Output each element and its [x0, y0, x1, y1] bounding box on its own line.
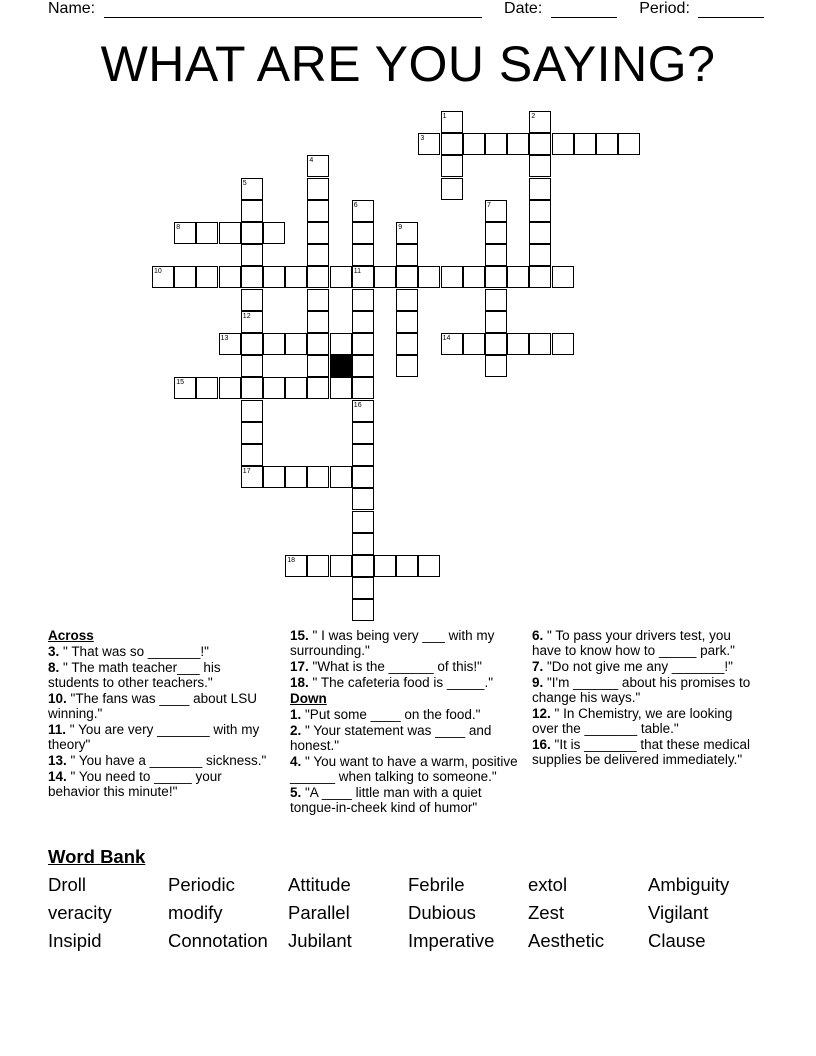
- crossword-cell[interactable]: [241, 200, 263, 222]
- crossword-cell[interactable]: [219, 222, 241, 244]
- crossword-cell[interactable]: [285, 466, 307, 488]
- clue-text: " That was so _______!": [59, 644, 209, 659]
- clue-number: 16.: [532, 737, 551, 752]
- name-label: Name:: [48, 0, 96, 17]
- clues-column-1: [48, 628, 273, 800]
- clue-number: 6.: [532, 628, 544, 643]
- crossword-cell[interactable]: [307, 200, 329, 222]
- crossword-cell[interactable]: [263, 333, 285, 355]
- crossword-cell[interactable]: [307, 289, 329, 311]
- clue-number: 7.: [532, 659, 544, 674]
- crossword-cell[interactable]: [507, 266, 529, 288]
- clue-text: " To pass your drivers test, you have to know how to _____ park.": [532, 628, 735, 658]
- crossword-cell[interactable]: [241, 311, 263, 333]
- crossword-cell[interactable]: [396, 289, 418, 311]
- crossword-cell[interactable]: [352, 377, 374, 399]
- crossword-cell[interactable]: [352, 488, 374, 510]
- clue-text: " You have a _______ sickness.": [66, 753, 267, 768]
- clue-item: [532, 706, 756, 736]
- crossword-cell[interactable]: [441, 111, 463, 133]
- crossword-cell[interactable]: [241, 222, 263, 244]
- crossword-cell[interactable]: [352, 511, 374, 533]
- clue-text: "A ____ little man with a quiet tongue-in-cheek kind of humor": [290, 785, 482, 815]
- crossword-cell[interactable]: [352, 466, 374, 488]
- crossword-cell[interactable]: [485, 289, 507, 311]
- clue-item: [532, 675, 756, 705]
- clue-item: [48, 753, 273, 768]
- word-bank-word: Periodic: [168, 874, 235, 895]
- crossword-cell[interactable]: [396, 311, 418, 333]
- clue-number: 2.: [290, 723, 302, 738]
- clue-number: 17: [242, 468, 251, 476]
- crossword-cell[interactable]: [307, 222, 329, 244]
- clue-text: "Put some ____ on the food.": [301, 707, 481, 722]
- crossword-cell[interactable]: [307, 244, 329, 266]
- crossword-cell[interactable]: [241, 266, 263, 288]
- clue-number: 15.: [290, 628, 309, 643]
- crossword-cell[interactable]: [485, 222, 507, 244]
- word-bank-word: Febrile: [408, 874, 465, 895]
- crossword-cell[interactable]: [552, 266, 574, 288]
- clue-item: [532, 659, 756, 674]
- clue-text: " The cafeteria food is _____.": [308, 675, 493, 690]
- word-bank-word: modify: [168, 902, 223, 923]
- crossword-cell[interactable]: [174, 377, 196, 399]
- word-bank-word: Imperative: [408, 930, 495, 951]
- word-bank-word: Jubilant: [288, 930, 352, 951]
- clue-number: 3.: [48, 644, 60, 659]
- crossword-cell[interactable]: [330, 466, 352, 488]
- crossword-cell[interactable]: [441, 133, 463, 155]
- clue-item: [48, 691, 273, 721]
- crossword-cell[interactable]: [330, 333, 352, 355]
- crossword-cell[interactable]: [352, 599, 374, 621]
- clue-number: 18.: [290, 675, 309, 690]
- crossword-cell[interactable]: [285, 333, 307, 355]
- crossword-cell[interactable]: [352, 533, 374, 555]
- page-title: WHAT ARE YOU SAYING?: [100, 36, 716, 92]
- crossword-cell[interactable]: [529, 266, 551, 288]
- crossword-cell[interactable]: [396, 266, 418, 288]
- clue-text: " You want to have a warm, positive ______ when talking to someone.": [290, 754, 518, 784]
- word-bank-word: Clause: [648, 930, 706, 951]
- clue-number: 1: [442, 113, 447, 120]
- crossword-cell[interactable]: [441, 178, 463, 200]
- crossword-cell[interactable]: [396, 355, 418, 377]
- clue-number: 12.: [532, 706, 551, 721]
- crossword-cell[interactable]: [463, 133, 485, 155]
- crossword-cell[interactable]: [352, 311, 374, 333]
- crossword-cell[interactable]: [196, 222, 218, 244]
- crossword-cell[interactable]: [352, 266, 374, 288]
- crossword-cell[interactable]: [529, 133, 551, 155]
- word-bank-word: Ambiguity: [648, 874, 730, 895]
- crossword-cell[interactable]: [307, 178, 329, 200]
- crossword-cell[interactable]: [241, 333, 263, 355]
- crossword-cell[interactable]: [241, 377, 263, 399]
- crossword-cell[interactable]: [352, 200, 374, 222]
- crossword-cell[interactable]: [552, 133, 574, 155]
- clue-item: [48, 644, 273, 659]
- crossword-cell[interactable]: [352, 400, 374, 422]
- crossword-cell[interactable]: [174, 266, 196, 288]
- crossword-cell[interactable]: [529, 200, 551, 222]
- crossword-cell[interactable]: [152, 266, 174, 288]
- clue-number: 14: [442, 335, 451, 342]
- crossword-cell[interactable]: [396, 244, 418, 266]
- crossword-cell[interactable]: [485, 266, 507, 288]
- clue-number: 9: [398, 224, 403, 231]
- clue-number: 3: [420, 135, 425, 143]
- crossword-cell[interactable]: [441, 266, 463, 288]
- crossword-cell[interactable]: [330, 266, 352, 288]
- crossword-cell[interactable]: [307, 377, 329, 399]
- crossword-cell[interactable]: [396, 333, 418, 355]
- crossword-cell[interactable]: [618, 133, 640, 155]
- clue-text: "The fans was ____ about LSU winning.": [48, 691, 257, 721]
- clue-number: 13.: [48, 753, 67, 768]
- clue-text: "I'm ______ about his promises to change his ways.": [532, 675, 751, 705]
- clue-number: 13: [220, 335, 229, 342]
- crossword-cell[interactable]: [219, 377, 241, 399]
- clue-number: 15: [176, 379, 184, 387]
- clue-item: [290, 785, 518, 815]
- clue-item: [532, 737, 756, 767]
- crossword-cell[interactable]: [374, 555, 396, 577]
- clue-number: 8: [176, 224, 181, 231]
- clue-item: [290, 659, 518, 674]
- clue-text: "Do not give me any _______!": [543, 659, 733, 674]
- crossword-cell[interactable]: [529, 155, 551, 177]
- crossword-cell[interactable]: [463, 266, 485, 288]
- clue-item: [48, 722, 273, 752]
- word-bank-word: Zest: [528, 902, 564, 923]
- crossword-cell[interactable]: [352, 355, 374, 377]
- crossword-black-cell: [330, 355, 352, 377]
- clue-item: [290, 754, 518, 784]
- crossword-cell[interactable]: [352, 289, 374, 311]
- crossword-cell[interactable]: [307, 333, 329, 355]
- crossword-cell[interactable]: [285, 266, 307, 288]
- crossword-cell[interactable]: [241, 444, 263, 466]
- clue-number: 16: [353, 401, 362, 409]
- crossword-cell[interactable]: [307, 466, 329, 488]
- clue-text: " The math teacher___ his students to other teachers.": [48, 660, 221, 690]
- word-bank-word: extol: [528, 874, 568, 895]
- crossword-cell[interactable]: [485, 333, 507, 355]
- date-label: Date:: [504, 0, 543, 17]
- clue-number: 2: [531, 113, 536, 120]
- word-bank-word: Droll: [48, 874, 87, 895]
- word-bank-word: Parallel: [288, 902, 350, 923]
- crossword-cell[interactable]: [352, 244, 374, 266]
- clue-number: 17.: [290, 659, 309, 674]
- crossword-cell[interactable]: [241, 178, 263, 200]
- crossword-cell[interactable]: [529, 178, 551, 200]
- crossword-cell[interactable]: [352, 577, 374, 599]
- word-bank-title: Word Bank: [48, 846, 146, 867]
- crossword-cell[interactable]: [552, 333, 574, 355]
- crossword-cell[interactable]: [174, 222, 196, 244]
- crossword-cell[interactable]: [529, 111, 551, 133]
- clue-text: " You need to _____ your behavior this minute!": [48, 769, 222, 799]
- clue-number: 4.: [290, 754, 302, 769]
- down-heading: Down: [290, 691, 327, 706]
- clue-number: 8.: [48, 660, 60, 675]
- clue-number: 11: [353, 268, 362, 276]
- crossword-cell[interactable]: [241, 466, 263, 488]
- clue-number: 7: [487, 201, 491, 209]
- across-heading: Across: [48, 628, 94, 643]
- clue-item: [290, 707, 518, 722]
- clue-number: 12: [242, 312, 251, 320]
- crossword-cell[interactable]: [241, 244, 263, 266]
- clue-item: [48, 769, 273, 799]
- crossword-cell[interactable]: [307, 555, 329, 577]
- clue-text: " You are very _______ with my theory": [48, 722, 260, 752]
- crossword-cell[interactable]: [396, 222, 418, 244]
- crossword-cell[interactable]: [285, 555, 307, 577]
- crossword-cell[interactable]: [219, 266, 241, 288]
- crossword-cell[interactable]: [263, 377, 285, 399]
- crossword-cell[interactable]: [307, 355, 329, 377]
- crossword-cell[interactable]: [263, 266, 285, 288]
- clue-item: [290, 675, 518, 690]
- word-bank-word: Connotation: [168, 930, 268, 951]
- clue-number: 1.: [290, 707, 302, 722]
- clue-number: 18: [287, 557, 295, 564]
- crossword-cell[interactable]: [219, 333, 241, 355]
- crossword-cell[interactable]: [352, 555, 374, 577]
- word-bank-word: Attitude: [288, 874, 351, 895]
- crossword-cell[interactable]: [374, 266, 396, 288]
- word-bank-word: Dubious: [408, 902, 476, 923]
- crossword-cell[interactable]: [196, 377, 218, 399]
- crossword-cell[interactable]: [285, 377, 307, 399]
- crossword-cell[interactable]: [241, 289, 263, 311]
- clue-text: " In Chemistry, we are looking over the _______ table.": [532, 706, 733, 736]
- clue-text: " Your statement was ____ and honest.": [290, 723, 492, 753]
- clue-number: 10.: [48, 691, 67, 706]
- crossword-cell[interactable]: [485, 200, 507, 222]
- crossword-cell[interactable]: [396, 555, 418, 577]
- crossword-cell[interactable]: [507, 333, 529, 355]
- crossword-cell[interactable]: [596, 133, 618, 155]
- crossword-cell[interactable]: [529, 222, 551, 244]
- crossword-cell[interactable]: [507, 133, 529, 155]
- word-bank-word: veracity: [48, 902, 112, 923]
- clue-text: " I was being very ___ with my surrounding.": [290, 628, 495, 658]
- clue-item: [532, 628, 756, 658]
- crossword-cell[interactable]: [352, 444, 374, 466]
- crossword-cell[interactable]: [263, 466, 285, 488]
- period-label: Period:: [639, 0, 690, 17]
- crossword-cell[interactable]: [418, 133, 440, 155]
- crossword-cell[interactable]: [330, 377, 352, 399]
- clue-number: 4: [309, 157, 314, 165]
- word-bank-word: Insipid: [48, 930, 102, 951]
- crossword-cell[interactable]: [574, 133, 596, 155]
- clues-column-2: [290, 628, 518, 816]
- clue-number: 14.: [48, 769, 67, 784]
- crossword-cell[interactable]: [485, 133, 507, 155]
- crossword-cell[interactable]: [485, 311, 507, 333]
- clue-item: [290, 723, 518, 753]
- clue-number: 10: [154, 268, 162, 276]
- clue-number: 6: [353, 201, 358, 209]
- clue-item: [290, 628, 518, 658]
- crossword-cell[interactable]: [485, 355, 507, 377]
- crossword-cell[interactable]: [241, 400, 263, 422]
- word-bank-word: Vigilant: [648, 902, 709, 923]
- crossword-cell[interactable]: [241, 355, 263, 377]
- crossword-cell[interactable]: [352, 333, 374, 355]
- crossword-cell[interactable]: [330, 555, 352, 577]
- crossword-cell[interactable]: [441, 333, 463, 355]
- clue-text: "What is the ______ of this!": [308, 659, 482, 674]
- crossword-cell[interactable]: [352, 222, 374, 244]
- crossword-cell[interactable]: [529, 244, 551, 266]
- crossword-cell[interactable]: [441, 155, 463, 177]
- crossword-cell[interactable]: [307, 311, 329, 333]
- crossword-cell[interactable]: [352, 422, 374, 444]
- clue-number: 5: [242, 179, 247, 187]
- crossword-cell[interactable]: [418, 266, 440, 288]
- crossword-cell[interactable]: [418, 555, 440, 577]
- clue-number: 9.: [532, 675, 544, 690]
- crossword-cell[interactable]: [463, 333, 485, 355]
- crossword-cell[interactable]: [485, 244, 507, 266]
- crossword-cell[interactable]: [196, 266, 218, 288]
- crossword-cell[interactable]: [529, 333, 551, 355]
- clue-item: [48, 660, 273, 690]
- crossword-cell[interactable]: [307, 266, 329, 288]
- crossword-cell[interactable]: [263, 222, 285, 244]
- clue-text: "It is _______ that these medical supplies be delivered immediately.": [532, 737, 750, 767]
- word-bank-word: Aesthetic: [528, 930, 605, 951]
- clue-number: 11.: [48, 722, 67, 737]
- clues-column-3: [532, 628, 756, 768]
- crossword-cell[interactable]: [307, 155, 329, 177]
- clue-number: 5.: [290, 785, 302, 800]
- crossword-cell[interactable]: [241, 422, 263, 444]
